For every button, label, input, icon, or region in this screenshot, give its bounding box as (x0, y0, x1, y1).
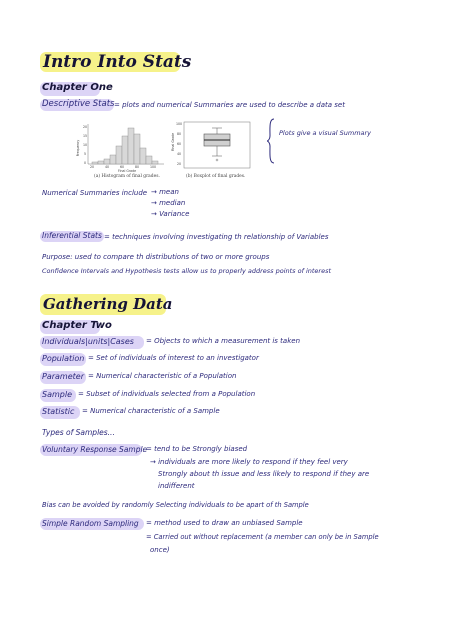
hist-xlabel: Final Grade (118, 169, 137, 173)
srs-item: = method used to draw an unbiased Sample (146, 519, 303, 527)
def-term: Statistic (42, 407, 75, 416)
numerical-item: → median (151, 199, 186, 207)
hist-xtick: 80 (135, 165, 140, 169)
def-text: = Numerical characteristic of a Sample (82, 407, 220, 415)
numerical-item: → mean (151, 188, 179, 196)
boxplot-figure (174, 120, 254, 172)
numerical-item: → Variance (151, 210, 190, 218)
chapter-label: Chapter One (42, 82, 113, 93)
hist-bar (134, 134, 140, 164)
hist-bar (110, 155, 116, 164)
box-ytick: 80 (177, 132, 182, 136)
hist-bar (152, 161, 158, 164)
srs-item: once) (150, 546, 170, 554)
purpose-line: Purpose: used to compare th distributions of two or more groups (42, 253, 270, 261)
types-label: Types of Samples... (42, 428, 115, 437)
hist-bar (128, 128, 134, 164)
hist-bar (122, 136, 128, 164)
def-term: Parameter (42, 372, 84, 381)
hist-bar (116, 146, 122, 164)
page-title: Intro Into Stats (43, 52, 192, 72)
hist-bar (98, 161, 104, 164)
def-text: = Objects to which a measurement is taken (146, 337, 301, 345)
hist-bar (104, 159, 110, 164)
hist-xtick: 20 (90, 165, 95, 169)
hist-xtick: 100 (150, 165, 157, 169)
def-text: = Numerical characteristic of a Population (88, 372, 237, 380)
hist-ytick: 10 (83, 143, 88, 147)
hist-bar (92, 162, 98, 164)
hist-ytick: 20 (83, 125, 88, 129)
voluntary-item: = tend to be Strongly biased (146, 445, 248, 453)
hist-ytick: 15 (83, 134, 88, 138)
hist-xtick: 40 (105, 165, 110, 169)
brace-note: Plots give a visual Summary (279, 129, 372, 137)
hist-bar (140, 148, 146, 164)
box-outlier (216, 159, 218, 161)
srs-term: Simple Random Sampling (42, 519, 139, 528)
section-title: Gathering Data (43, 295, 173, 313)
brace-icon (266, 118, 276, 164)
hist-caption: (a) Histogram of final grades. (94, 174, 160, 179)
def-term: Individuals|units|Cases (42, 337, 134, 346)
inferential-definition: = techniques involving investigating th relationship of Variables (104, 233, 329, 241)
def-term: Sample (42, 390, 72, 399)
hist-ylabel: Frequency (76, 139, 81, 157)
voluntary-term: Voluntary Response Sample (42, 445, 148, 454)
descriptive-term: Descriptive Stats (42, 99, 115, 109)
numerical-label: Numerical Summaries include (42, 189, 148, 197)
box-ytick: 40 (177, 152, 182, 156)
hist-xtick: 60 (120, 165, 125, 169)
srs-item: = Carried out without replacement (a member can only be in Sample (146, 533, 379, 541)
inferential-term: Inferential Stats (42, 231, 102, 240)
def-term: Population (42, 354, 85, 363)
voluntary-item: indifferent (158, 482, 195, 490)
hist-ytick: 0 (84, 161, 87, 165)
box-ylabel: Final Grade (171, 132, 176, 152)
voluntary-item: Strongly about th issue and less likely to respond if they are (158, 470, 370, 478)
voluntary-item: → individuals are more likely to respond if they feel very (150, 458, 348, 466)
bias-line: Bias can be avoided by randomly Selecting individuals to be apart of th Sample (42, 501, 309, 509)
hist-bar (146, 156, 152, 164)
hist-ytick: 5 (84, 152, 87, 156)
chapter-label: Chapter Two (42, 320, 112, 331)
descriptive-definition: = plots and numerical Summaries are used to describe a data set (114, 101, 345, 109)
def-text: = Subset of individuals selected from a Population (78, 390, 256, 398)
box-caption: (b) Boxplot of final grades. (186, 174, 246, 179)
def-text: = Set of individuals of interest to an investigator (88, 354, 259, 362)
confidence-line: Confidence Intervals and Hypothesis tests allow us to properly address points of interest (42, 267, 332, 275)
box-ytick: 20 (177, 162, 182, 166)
box-ytick: 60 (177, 142, 182, 146)
box-ytick: 100 (176, 122, 183, 126)
